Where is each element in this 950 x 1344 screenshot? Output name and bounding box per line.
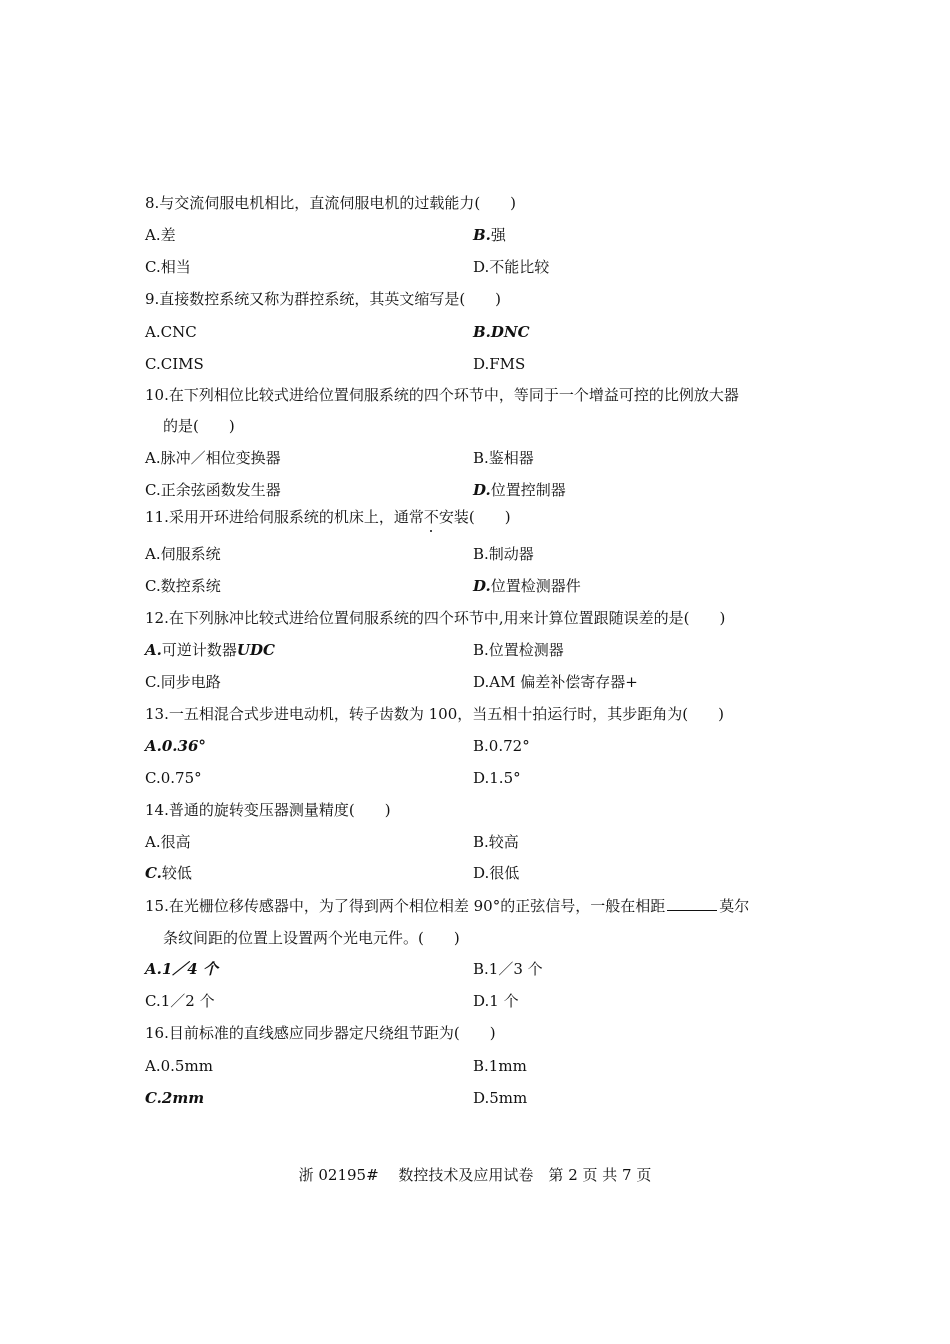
question-8-option-d: D.不能比较 [473,258,550,276]
question-12-stem: 12.在下列脉冲比较式进给位置伺服系统的四个环节中,用来计算位置跟随误差的是( ) [145,609,726,627]
question-8-option-a: A.差 [145,226,176,244]
question-12-option-a: A.可逆计数器UDC [145,641,275,659]
question-16-stem: 16.目前标准的直线感应同步器定尺绕组节距为( ) [145,1024,496,1042]
emphasis-not: 不 [423,508,439,526]
question-16-option-b: B.1mm [473,1057,527,1075]
question-14-option-c: C.较低 [145,864,192,882]
question-13-option-a: A.0.36° [145,737,206,755]
question-13-option-d: D.1.5° [473,769,521,787]
question-13-option-b: B.0.72° [473,737,530,755]
question-11-option-b: B.制动器 [473,545,534,563]
question-10-stem: 10.在下列相位比较式进给位置伺服系统的四个环节中，等同于一个增益可控的比例放大器 [145,386,739,404]
question-10-option-b: B.鉴相器 [473,449,534,467]
question-9-option-a: A.CNC [145,323,197,341]
question-11-option-d: D.位置检测器件 [473,577,581,595]
question-9-stem: 9.直接数控系统又称为群控系统，其英文缩写是( ) [145,290,502,308]
question-16-option-d: D.5mm [473,1089,528,1107]
question-16-option-c: C.2mm [145,1089,205,1107]
question-15-option-b: B.1／3 个 [473,960,543,978]
question-10-stem-continued: 的是( ) [163,417,235,435]
question-9-option-b: B.DNC [473,323,530,341]
question-15-option-a: A.1／4 个 [145,960,218,978]
question-12-option-d: D.AM 偏差补偿寄存器+ [473,673,638,691]
question-14-option-b: B.较高 [473,833,519,851]
question-16-option-a: A.0.5mm [145,1057,213,1075]
question-15-option-d: D.1 个 [473,992,519,1010]
question-13-stem: 13.一五相混合式步进电动机，转子齿数为 100，当五相十拍运行时，其步距角为( ) [145,705,724,723]
question-13-option-c: C.0.75° [145,769,202,787]
question-10-option-c: C.正余弦函数发生器 [145,481,281,499]
question-8-option-b: B.强 [473,226,506,244]
question-10-option-d: D.位置控制器 [473,481,566,499]
question-11-option-c: C.数控系统 [145,577,221,595]
question-15-option-c: C.1／2 个 [145,992,215,1010]
page-footer: 浙 02195# 数控技术及应用试卷 第 2 页 共 7 页 [298,1166,652,1184]
question-12-option-b: B.位置检测器 [473,641,564,659]
question-15-stem: 15.在光栅位移传感器中，为了得到两个相位相差 90°的正弦信号，一般在相距 莫尔 [145,897,750,915]
question-10-option-a: A.脉冲／相位变换器 [145,449,281,467]
question-14-option-d: D.很低 [473,864,520,882]
fill-in-blank [667,896,717,911]
question-14-stem: 14.普通的旋转变压器测量精度( ) [145,801,391,819]
question-11-option-a: A.伺服系统 [145,545,221,563]
question-8-stem: 8.与交流伺服电机相比，直流伺服电机的过载能力( ) [145,194,517,212]
question-9-option-d: D.FMS [473,355,526,373]
question-8-option-c: C.相当 [145,258,191,276]
question-11-stem: 11.采用开环进给伺服系统的机床上，通常不安装( ) [145,508,511,526]
question-12-option-c: C.同步电路 [145,673,221,691]
question-14-option-a: A.很高 [145,833,191,851]
question-9-option-c: C.CIMS [145,355,204,373]
question-15-stem-continued: 条纹间距的位置上设置两个光电元件。( ) [163,929,460,947]
